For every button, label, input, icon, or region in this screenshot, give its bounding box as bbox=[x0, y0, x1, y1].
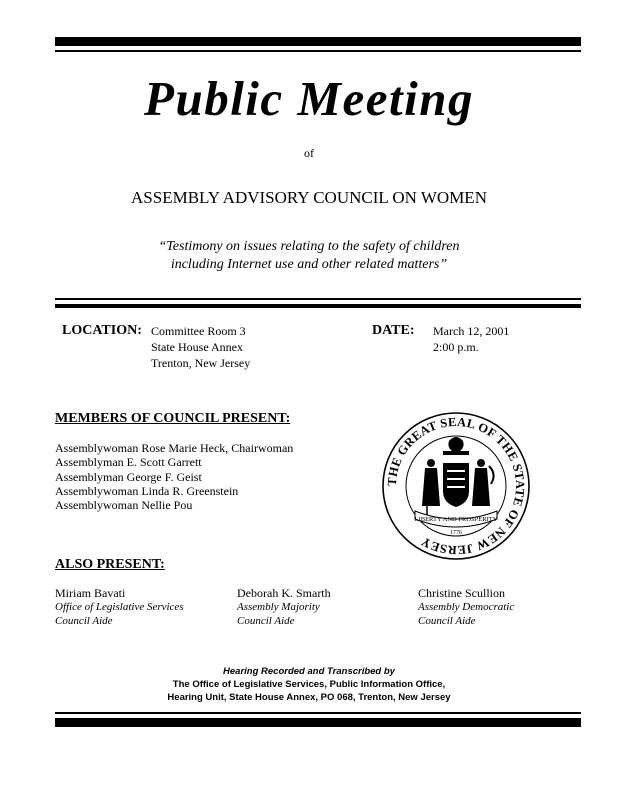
staff-role: Office of Legislative Services bbox=[55, 601, 184, 613]
date-label: DATE: bbox=[372, 323, 415, 338]
staff-title: Council Aide bbox=[55, 615, 113, 627]
location-line: Committee Room 3 bbox=[151, 324, 246, 338]
seal-ring-textpath: THE GREAT SEAL OF THE STATE OF NEW JERSEY bbox=[384, 414, 528, 558]
page-title: Public Meeting bbox=[144, 71, 474, 126]
staff-title: Council Aide bbox=[237, 615, 295, 627]
member-item: Assemblywoman Rose Marie Heck, Chairwoman bbox=[55, 441, 294, 455]
seal-year: 1776 bbox=[450, 530, 462, 536]
date-line: March 12, 2001 bbox=[433, 324, 510, 338]
bottom-thick-rule bbox=[55, 718, 581, 727]
mid-thin-rule bbox=[55, 298, 581, 300]
location-line: Trenton, New Jersey bbox=[151, 356, 251, 370]
meeting-subtitle bbox=[0, 238, 618, 274]
staff-title: Council Aide bbox=[418, 615, 476, 627]
new-jersey-seal-icon bbox=[381, 411, 531, 561]
top-thick-rule bbox=[55, 37, 581, 46]
staff-entry bbox=[418, 586, 514, 628]
bottom-thin-rule bbox=[55, 712, 581, 714]
footer-title: Hearing Recorded and Transcribed by bbox=[223, 666, 395, 677]
staff-name: Deborah K. Smarth bbox=[237, 586, 331, 600]
staff-role: Assembly Democratic bbox=[418, 601, 515, 613]
staff-entry bbox=[237, 586, 331, 628]
footer-line: The Office of Legislative Services, Public Information Office, bbox=[172, 679, 446, 690]
of-text: of bbox=[304, 146, 314, 160]
member-item: Assemblywoman Linda R. Greenstein bbox=[55, 483, 239, 498]
council-name: ASSEMBLY ADVISORY COUNCIL ON WOMEN bbox=[131, 188, 487, 207]
staff-name: Christine Scullion bbox=[418, 586, 505, 600]
seal-motto: LIBERTY AND PROSPERITY bbox=[414, 516, 498, 523]
staff-entry bbox=[55, 586, 184, 628]
staff-role: Assembly Majority bbox=[237, 601, 320, 613]
transcription-footer bbox=[0, 665, 618, 704]
mid-thick-rule bbox=[55, 304, 581, 308]
location-line: State House Annex bbox=[151, 340, 243, 354]
also-present-heading: ALSO PRESENT: bbox=[55, 557, 165, 572]
subtitle-line: including Internet use and other related matters” bbox=[170, 257, 448, 272]
member-item: Assemblyman George F. Geist bbox=[55, 469, 202, 484]
top-thin-rule bbox=[55, 50, 581, 52]
location-lines bbox=[151, 323, 250, 371]
subtitle-line: “Testimony on issues relating to the safety of children bbox=[158, 239, 460, 254]
location-label: LOCATION: bbox=[62, 323, 142, 338]
footer-line: Hearing Unit, State House Annex, PO 068, Trenton, New Jersey bbox=[167, 692, 451, 703]
staff-name: Miriam Bavati bbox=[55, 586, 126, 600]
member-item: Assemblywoman Nellie Pou bbox=[55, 498, 193, 513]
time-line: 2:00 p.m. bbox=[433, 340, 479, 354]
members-heading: MEMBERS OF COUNCIL PRESENT: bbox=[55, 411, 291, 426]
member-item: Assemblyman E. Scott Garrett bbox=[55, 455, 202, 470]
date-lines bbox=[433, 323, 509, 355]
members-list bbox=[55, 441, 293, 512]
